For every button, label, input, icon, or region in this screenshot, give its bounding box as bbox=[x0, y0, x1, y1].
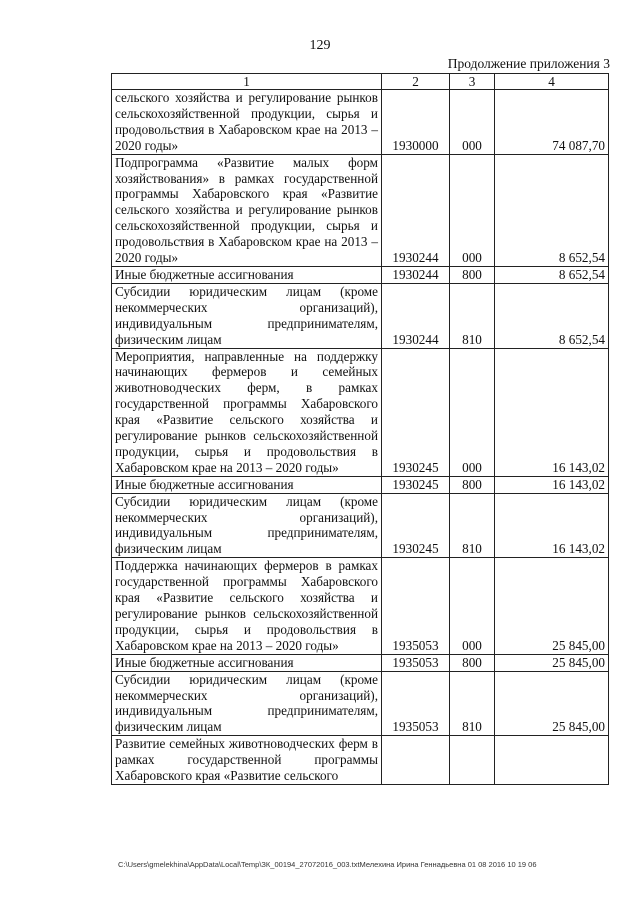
row-expense-kind: 800 bbox=[450, 476, 495, 493]
column-header-3: 3 bbox=[450, 74, 495, 90]
row-amount: 16 143,02 bbox=[495, 493, 609, 558]
row-code: 1935053 bbox=[382, 558, 450, 654]
row-amount: 25 845,00 bbox=[495, 558, 609, 654]
row-code: 1930000 bbox=[382, 90, 450, 155]
row-expense-kind: 800 bbox=[450, 266, 495, 283]
row-expense-kind: 000 bbox=[450, 90, 495, 155]
row-amount: 25 845,00 bbox=[495, 654, 609, 671]
table-row bbox=[112, 476, 609, 493]
row-amount: 16 143,02 bbox=[495, 348, 609, 476]
row-code: 1930244 bbox=[382, 266, 450, 283]
row-amount: 16 143,02 bbox=[495, 476, 609, 493]
row-expense-kind: 810 bbox=[450, 671, 495, 736]
table-row bbox=[112, 154, 609, 266]
row-expense-kind: 810 bbox=[450, 493, 495, 558]
row-expense-kind: 000 bbox=[450, 154, 495, 266]
budget-table bbox=[111, 73, 609, 785]
column-header-2: 2 bbox=[382, 74, 450, 90]
table-row bbox=[112, 558, 609, 654]
row-code: 1930244 bbox=[382, 283, 450, 348]
table-row bbox=[112, 348, 609, 476]
row-description: сельского хозяйства и регулирование рынков сельскохозяйственной продукции, сырья и продовольствия в Хабаровском крае на 2013 – 2020 годы» bbox=[112, 90, 382, 155]
file-path-footer: C:\Users\gmelekhina\AppData\Local\Temp\ЗК_00194_27072016_003.txtМелехина Ирина Геннадьевна 01 08 2016 10 19 06 bbox=[118, 860, 537, 869]
row-amount: 74 087,70 bbox=[495, 90, 609, 155]
column-header-1: 1 bbox=[112, 74, 382, 90]
row-amount: 25 845,00 bbox=[495, 671, 609, 736]
table-row bbox=[112, 654, 609, 671]
row-expense-kind: 800 bbox=[450, 654, 495, 671]
table-row bbox=[112, 671, 609, 736]
row-code: 1930245 bbox=[382, 476, 450, 493]
table-row bbox=[112, 90, 609, 155]
row-expense-kind: 000 bbox=[450, 348, 495, 476]
row-amount bbox=[495, 736, 609, 785]
row-expense-kind: 810 bbox=[450, 283, 495, 348]
table-row bbox=[112, 736, 609, 785]
row-expense-kind: 000 bbox=[450, 558, 495, 654]
continuation-label: Продолжение приложения 3 bbox=[447, 56, 610, 71]
table-row bbox=[112, 493, 609, 558]
column-header-4: 4 bbox=[495, 74, 609, 90]
row-description: Мероприятия, направленные на поддержку начинающих фермеров и семейных животноводческих ферм, в рамках государственной программы Хабаровского края «Развитие сельского хозяйства и регулирование рынков сельскохозяйственной продукции, сырья и продовольствия в Хабаровском крае на 2013 – 2020 годы» bbox=[112, 348, 382, 476]
row-code: 1930245 bbox=[382, 493, 450, 558]
row-code: 1935053 bbox=[382, 654, 450, 671]
row-description: Иные бюджетные ассигнования bbox=[112, 266, 382, 283]
page-number: 129 bbox=[309, 38, 331, 53]
row-code: 1935053 bbox=[382, 671, 450, 736]
row-code: 1930244 bbox=[382, 154, 450, 266]
row-amount: 8 652,54 bbox=[495, 154, 609, 266]
row-description: Субсидии юридическим лицам (кроме некоммерческих организаций), индивидуальным предпринимателям, физическим лицам bbox=[112, 671, 382, 736]
row-amount: 8 652,54 bbox=[495, 266, 609, 283]
table-header-row bbox=[112, 74, 609, 90]
row-expense-kind bbox=[450, 736, 495, 785]
row-description: Субсидии юридическим лицам (кроме некоммерческих организаций), индивидуальным предпринимателям, физическим лицам bbox=[112, 283, 382, 348]
table-row bbox=[112, 266, 609, 283]
row-description: Субсидии юридическим лицам (кроме некоммерческих организаций), индивидуальным предпринимателям, физическим лицам bbox=[112, 493, 382, 558]
row-description: Иные бюджетные ассигнования bbox=[112, 476, 382, 493]
row-description: Поддержка начинающих фермеров в рамках государственной программы Хабаровского края «Развитие сельского хозяйства и регулирование рынков сельскохозяйственной продукции, сырья и продовольствия в Хабаровском крае на 2013 – 2020 годы» bbox=[112, 558, 382, 654]
row-description: Подпрограмма «Развитие малых форм хозяйствования» в рамках государственной программы Хабаровского края «Развитие сельского хозяйства и регулирование рынков сельскохозяйственной продукции, сырья и продовольствия в Хабаровском крае на 2013 – 2020 годы» bbox=[112, 154, 382, 266]
table-row bbox=[112, 283, 609, 348]
row-amount: 8 652,54 bbox=[495, 283, 609, 348]
row-code: 1930245 bbox=[382, 348, 450, 476]
row-description: Иные бюджетные ассигнования bbox=[112, 654, 382, 671]
row-code bbox=[382, 736, 450, 785]
row-description: Развитие семейных животноводческих ферм в рамках государственной программы Хабаровского края «Развитие сельского bbox=[112, 736, 382, 785]
